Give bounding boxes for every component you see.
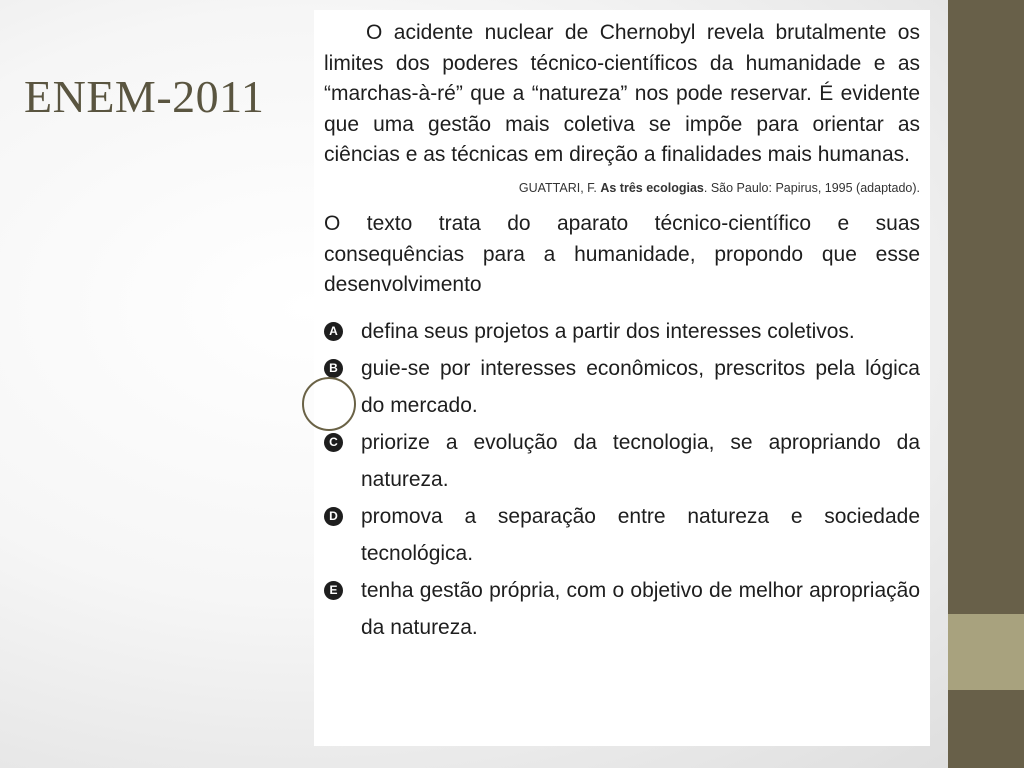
selected-answer-circle bbox=[302, 377, 356, 431]
option-letter-badge: E bbox=[324, 581, 343, 600]
option-e[interactable] bbox=[324, 572, 920, 646]
option-c[interactable] bbox=[324, 424, 920, 498]
option-text: tenha gestão própria, com o objetivo de melhor apropriação da natureza. bbox=[361, 578, 920, 639]
option-text: guie-se por interesses econômicos, prescritos pela lógica do mercado. bbox=[361, 356, 920, 417]
citation-book: As três ecologias bbox=[600, 180, 704, 195]
option-text: defina seus projetos a partir dos interesses coletivos. bbox=[361, 319, 855, 343]
citation-author: GUATTARI, F. bbox=[518, 180, 601, 195]
option-text: promova a separação entre natureza e sociedade tecnológica. bbox=[361, 504, 920, 565]
option-letter-badge: D bbox=[324, 507, 343, 526]
option-letter-badge: B bbox=[324, 359, 343, 378]
option-d[interactable] bbox=[324, 498, 920, 572]
citation-publisher: . São Paulo: Papirus, 1995 (adaptado). bbox=[703, 180, 920, 195]
answer-options bbox=[324, 313, 920, 646]
option-a[interactable] bbox=[324, 313, 920, 350]
option-text: priorize a evolução da tecnologia, se apropriando da natureza. bbox=[361, 430, 920, 491]
slide-title: ENEM-2011 bbox=[24, 71, 265, 122]
right-bar-accent-block bbox=[948, 614, 1024, 690]
option-letter-badge: A bbox=[324, 322, 343, 341]
option-letter-badge: C bbox=[324, 433, 343, 452]
question-scan bbox=[314, 10, 930, 746]
passage-text: O acidente nuclear de Chernobyl revela brutalmente os limites dos poderes técnico-científicos da humanidade e as “marchas-à-ré” que a “natureza” nos pode reservar. É evidente que uma gestão mais coletiva se impõe para orientar as ciências e as técnicas em direção a finalidades mais humanas. bbox=[324, 21, 920, 167]
question-prompt: O texto trata do aparato técnico-científico e suas consequências para a humanidade, propondo que esse desenvolvimento bbox=[324, 211, 920, 297]
option-b[interactable] bbox=[324, 350, 920, 424]
citation bbox=[324, 181, 920, 195]
